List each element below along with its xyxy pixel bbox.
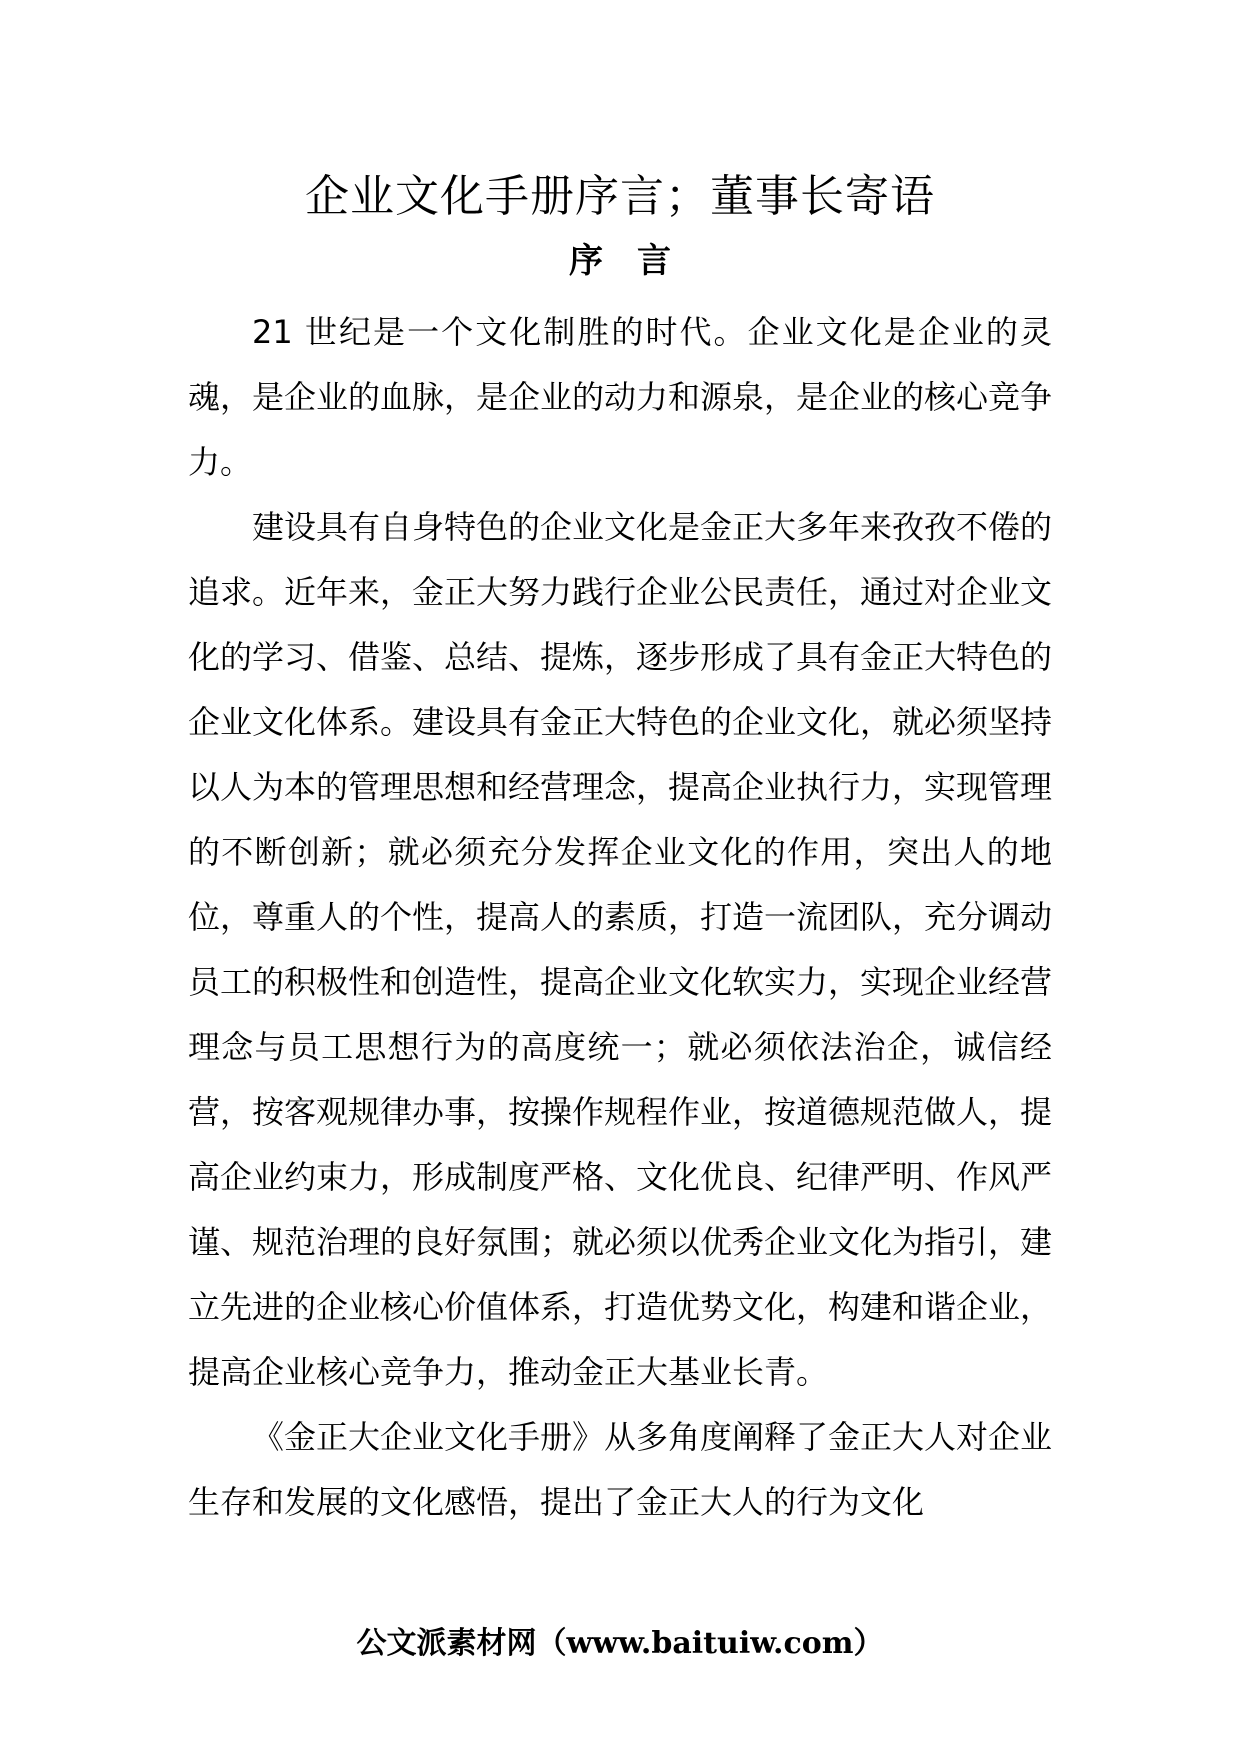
document-body: [188, 300, 1052, 1535]
footer-watermark: 公文派素材网（www.baituiw.com）: [356, 1626, 884, 1661]
paragraph-3: 《金正大企业文化手册》从多角度阐释了金正大人对企业生存和发展的文化感悟，提出了金正大人的行为文化: [188, 1418, 1053, 1521]
document-title: 企业文化手册序言；董事长寄语: [305, 171, 935, 222]
paragraph-2: 建设具有自身特色的企业文化是金正大多年来孜孜不倦的追求。近年来，金正大努力践行企业公民责任，通过对企业文化的学习、借鉴、总结、提炼，逐步形成了具有金正大特色的企业文化体系。建设具有金正大特色的企业文化，就必须坚持以人为本的管理思想和经营理念，提高企业执行力，实现管理的不断创新；就必须充分发挥企业文化的作用，突出人的地位，尊重人的个性，提高人的素质，打造一流团队，充分调动员工的积极性和创造性，提高企业文化软实力，实现企业经营理念与员工思想行为的高度统一；就必须依法治企，诚信经营，按客观规律办事，按操作规程作业，按道德规范做人，提高企业约束力，形成制度严格、文化优良、纪律严明、作风严谨、规范治理的良好氛围；就必须以优秀企业文化为指引，建立先进的企业核心价值体系，打造优势文化，构建和谐企业，提高企业核心竞争力，推动金正大基业长青。: [188, 508, 1053, 1391]
paragraph-1: 21 世纪是一个文化制胜的时代。企业文化是企业的灵魂，是企业的血脉，是企业的动力和源泉，是企业的核心竞争力。: [188, 313, 1053, 481]
section-heading: 序言: [569, 241, 705, 281]
